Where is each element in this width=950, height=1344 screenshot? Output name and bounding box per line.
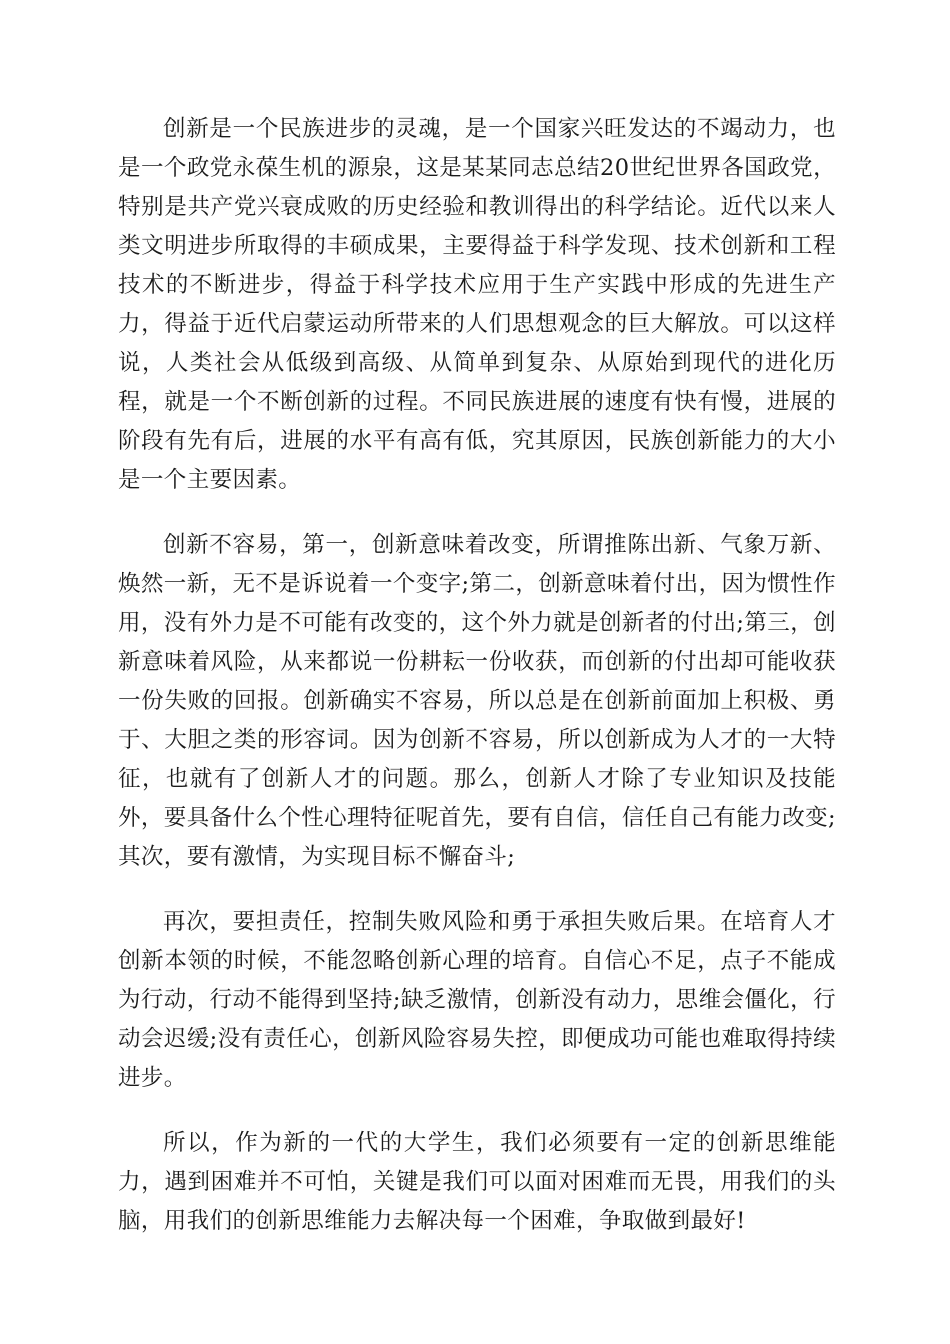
document-page [118, 110, 836, 1267]
paragraph-4: 所以，作为新的一代的大学生，我们必须要有一定的创新思维能力，遇到困难并不可怕，关键是我们可以面对困难而无畏，用我们的头脑，用我们的创新思维能力去解决每一个困难，争取做到最好! [118, 1130, 836, 1234]
paragraph-3: 再次，要担责任，控制失败风险和勇于承担失败后果。在培育人才创新本领的时候，不能忽略创新心理的培育。自信心不足，点子不能成为行动，行动不能得到坚持;缺乏激情，创新没有动力，思维会僵化，行动会迟缓;没有责任心，创新风险容易失控，即便成功可能也难取得持续进步。 [118, 909, 836, 1091]
paragraph-1: 创新是一个民族进步的灵魂，是一个国家兴旺发达的不竭动力，也是一个政党永葆生机的源泉，这是某某同志总结20世纪世界各国政党，特别是共产党兴衰成败的历史经验和教训得出的科学结论。近代以来人类文明进步所取得的丰硕成果，主要得益于科学发现、技术创新和工程技术的不断进步，得益于科学技术应用于生产实践中形成的先进生产力，得益于近代启蒙运动所带来的人们思想观念的巨大解放。可以这样说，人类社会从低级到高级、从简单到复杂、从原始到现代的进化历程，就是一个不断创新的过程。不同民族进展的速度有快有慢，进展的阶段有先有后，进展的水平有高有低，究其原因，民族创新能力的大小是一个主要因素。 [118, 116, 836, 493]
paragraph-2: 创新不容易，第一，创新意味着改变，所谓推陈出新、气象万新、焕然一新，无不是诉说着一个变字;第二，创新意味着付出，因为惯性作用，没有外力是不可能有改变的，这个外力就是创新者的付出;第三，创新意味着风险，从来都说一份耕耘一份收获，而创新的付出却可能收获一份失败的回报。创新确实不容易，所以总是在创新前面加上积极、勇于、大胆之类的形容词。因为创新不容易，所以创新成为人才的一大特征，也就有了创新人才的问题。那么，创新人才除了专业知识及技能外，要具备什么个性心理特征呢首先，要有自信，信任自己有能力改变;其次，要有激情，为实现目标不懈奋斗; [118, 532, 836, 870]
